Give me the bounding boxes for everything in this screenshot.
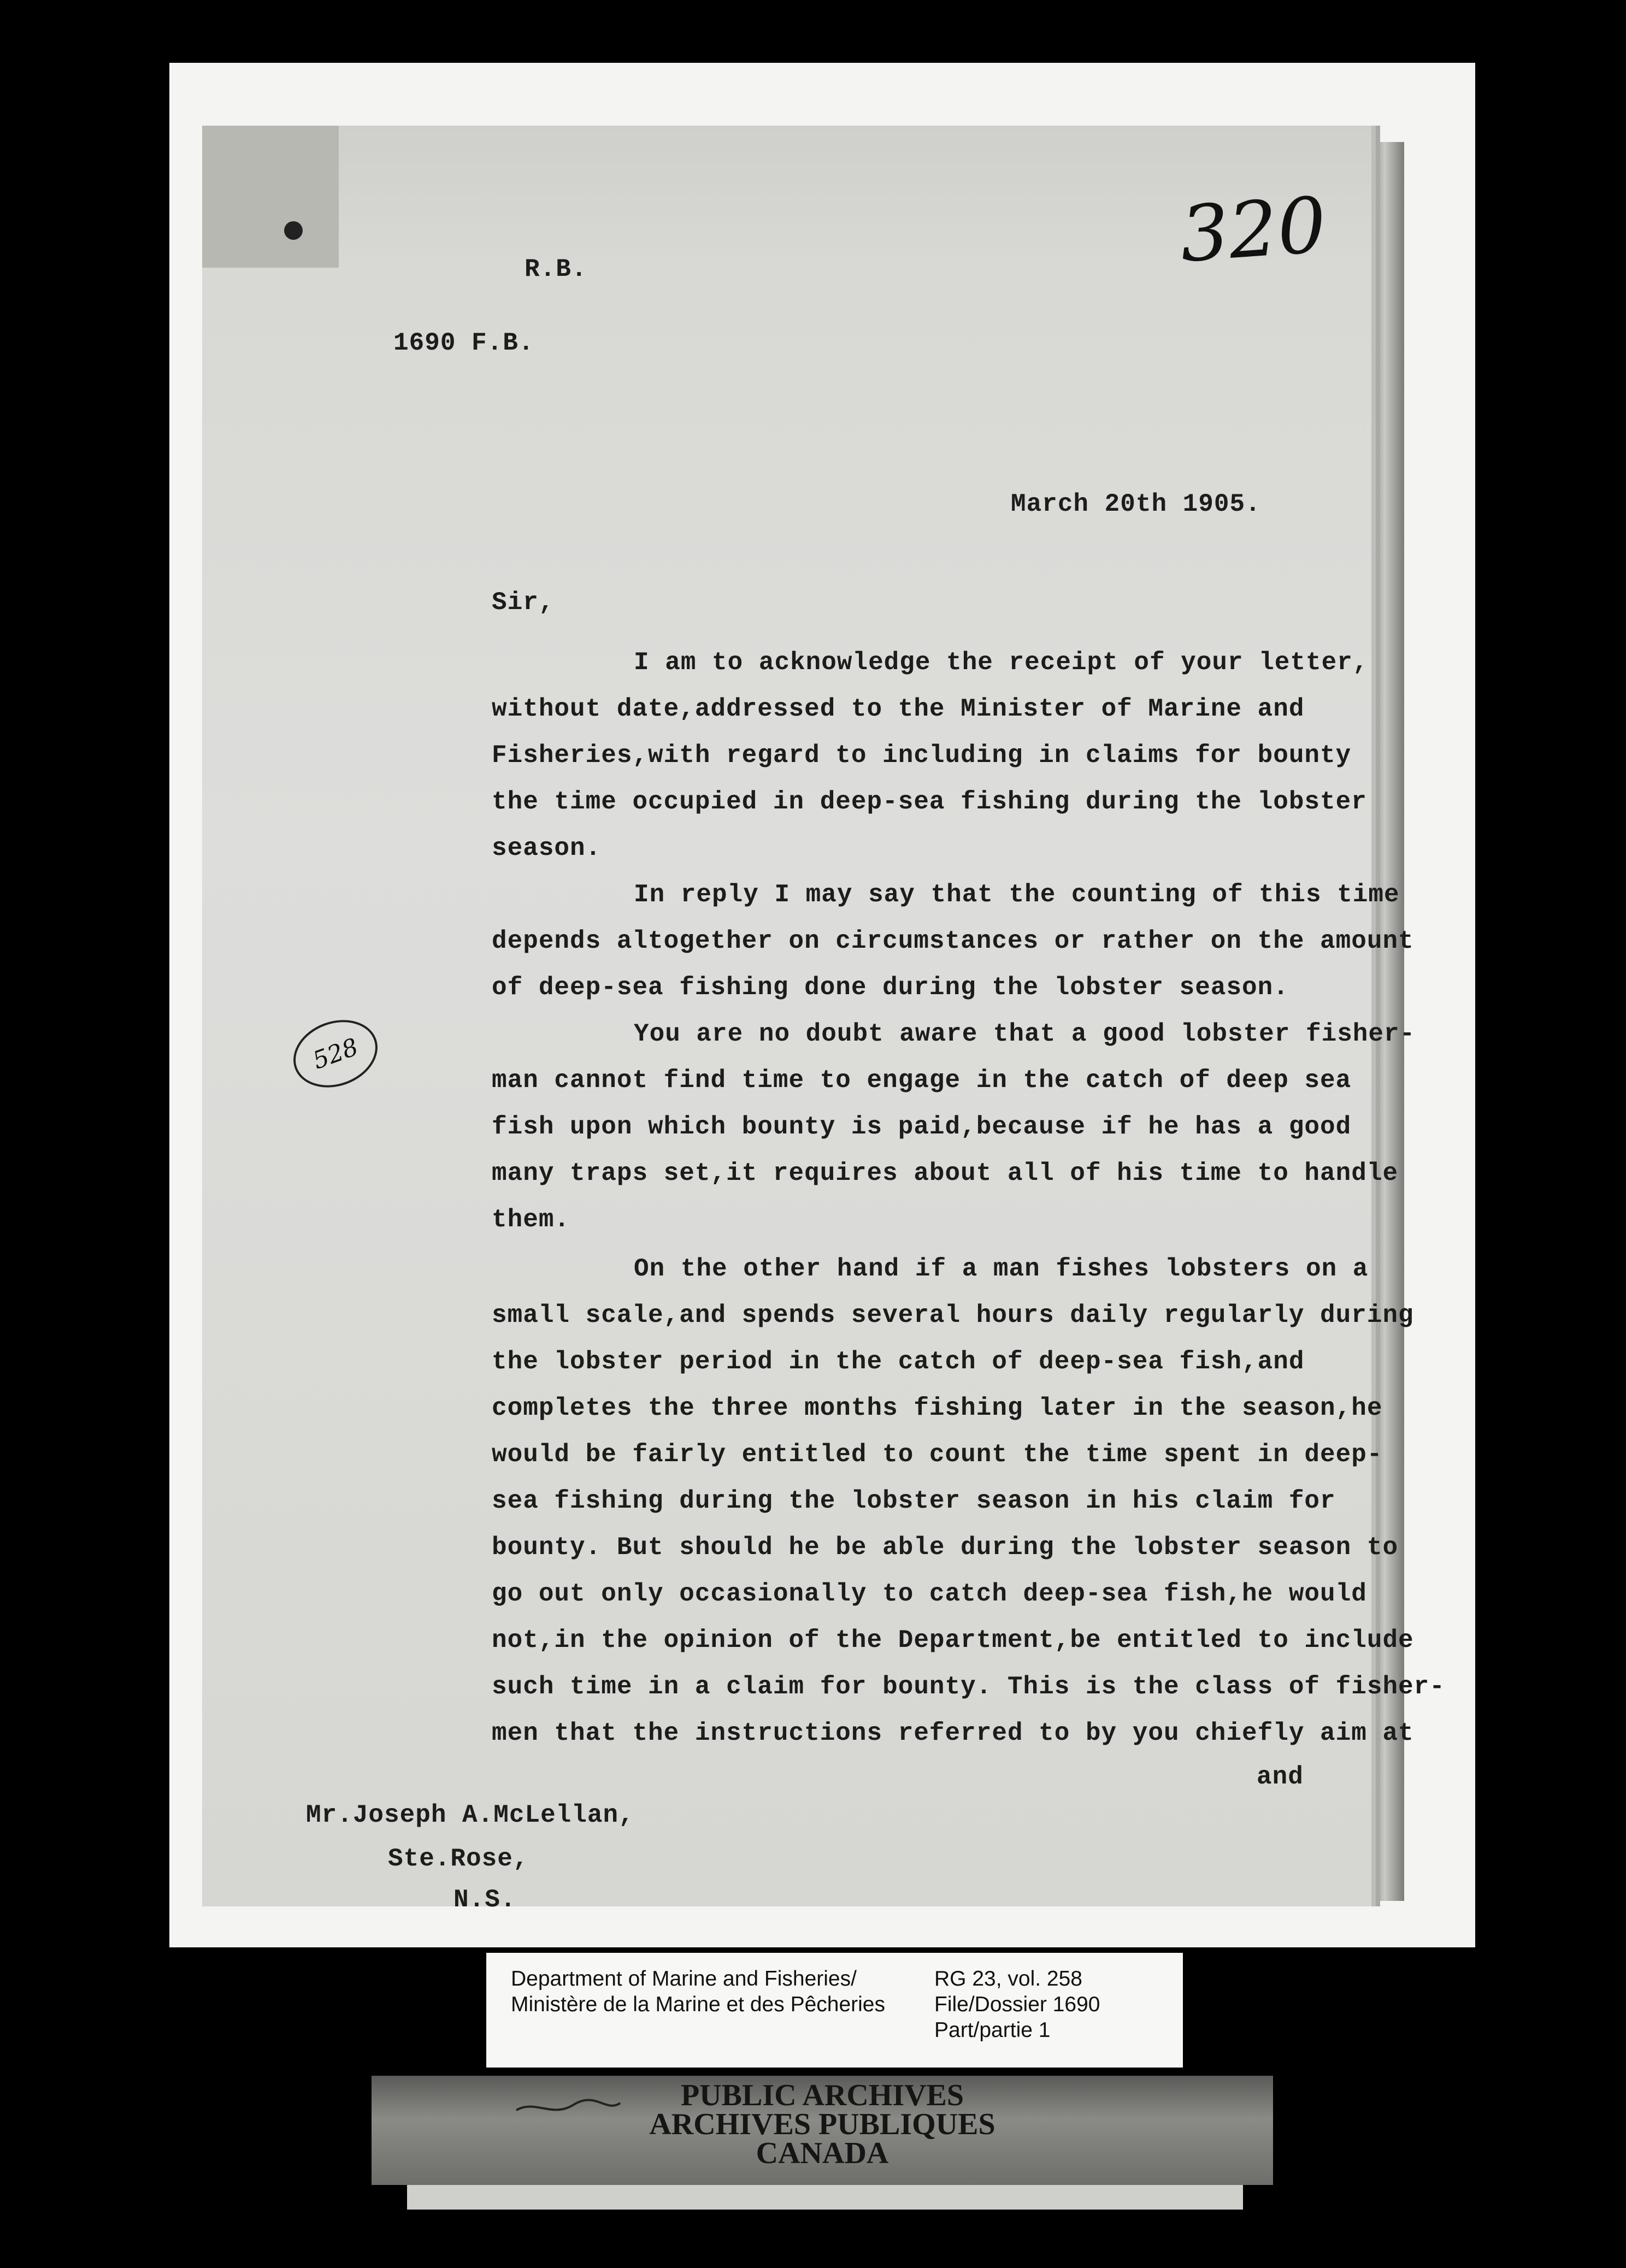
record-group: RG 23, vol. 258	[934, 1967, 1082, 1991]
body-line: not,in the opinion of the Department,be entitled to include	[492, 1626, 1414, 1655]
body-line: the lobster period in the catch of deep-sea fish,and	[492, 1348, 1305, 1376]
body-line: completes the three months fishing later in the season,he	[492, 1394, 1383, 1422]
folio-number: 320	[1177, 180, 1329, 280]
body-line: man cannot find time to engage in the catch of deep sea	[492, 1066, 1352, 1095]
body-line: I am to acknowledge the receipt of your letter,	[634, 648, 1369, 677]
banner-line2: ARCHIVES PUBLIQUES	[649, 2107, 995, 2142]
ref-initials: R.B.	[525, 255, 587, 284]
letter-page	[202, 126, 1445, 1914]
department-en: Department of Marine and Fisheries/	[511, 1967, 857, 1991]
banner-text	[372, 2078, 1273, 2171]
body-line: men that the instructions referred to by you chiefly aim at	[492, 1719, 1414, 1747]
corner-mark-icon	[284, 221, 303, 240]
catchword: and	[1257, 1763, 1304, 1791]
archive-label	[486, 1953, 1183, 2068]
banner-strip	[407, 2185, 1243, 2210]
body-line: them.	[492, 1206, 570, 1234]
body-line: season.	[492, 834, 602, 863]
part-number: Part/partie 1	[934, 2018, 1051, 2042]
file-number: File/Dossier 1690	[934, 1992, 1100, 2016]
banner-line1: PUBLIC ARCHIVES	[680, 2078, 964, 2112]
corner-patch	[202, 126, 339, 268]
department-names	[511, 1966, 885, 2018]
body-line: go out only occasionally to catch deep-sea fish,he would	[492, 1580, 1367, 1608]
addressee-place: Ste.Rose,	[388, 1845, 529, 1873]
body-line: In reply I may say that the counting of this time	[634, 881, 1400, 909]
archives-banner	[372, 2076, 1273, 2185]
body-line: without date,addressed to the Minister of Marine and	[492, 695, 1305, 723]
body-line: You are no doubt aware that a good lobster fisher-	[634, 1020, 1416, 1048]
body-line: On the other hand if a man fishes lobsters on a	[634, 1255, 1369, 1283]
margin-stamp: 528	[284, 1009, 387, 1099]
body-line: such time in a claim for bounty. This is the class of fisher-	[492, 1673, 1445, 1701]
banner-line3: CANADA	[756, 2136, 889, 2171]
body-line: of deep-sea fishing done during the lobster season.	[492, 973, 1289, 1002]
salutation: Sir,	[492, 588, 555, 617]
body-line: depends altogether on circumstances or rather on the amount	[492, 927, 1414, 955]
body-line: the time occupied in deep-sea fishing during the lobster	[492, 788, 1367, 816]
department-fr: Ministère de la Marine et des Pêcheries	[511, 1992, 885, 2016]
addressee-name: Mr.Joseph A.McLellan,	[306, 1801, 634, 1829]
addressee-province: N.S.	[453, 1886, 516, 1914]
body-line: fish upon which bounty is paid,because if he has a good	[492, 1113, 1352, 1141]
letter-date: March 20th 1905.	[1011, 490, 1261, 518]
body-line: Fisheries,with regard to including in claims for bounty	[492, 741, 1352, 770]
body-line: small scale,and spends several hours daily regularly during	[492, 1301, 1414, 1330]
body-line: bounty. But should he be able during the lobster season to	[492, 1533, 1399, 1562]
file-reference: 1690 F.B.	[393, 329, 534, 357]
record-reference	[934, 1966, 1100, 2043]
body-line: many traps set,it requires about all of his time to handle	[492, 1159, 1399, 1188]
body-line: sea fishing during the lobster season in his claim for	[492, 1487, 1336, 1515]
body-line: would be fairly entitled to count the time spent in deep-	[492, 1440, 1383, 1469]
